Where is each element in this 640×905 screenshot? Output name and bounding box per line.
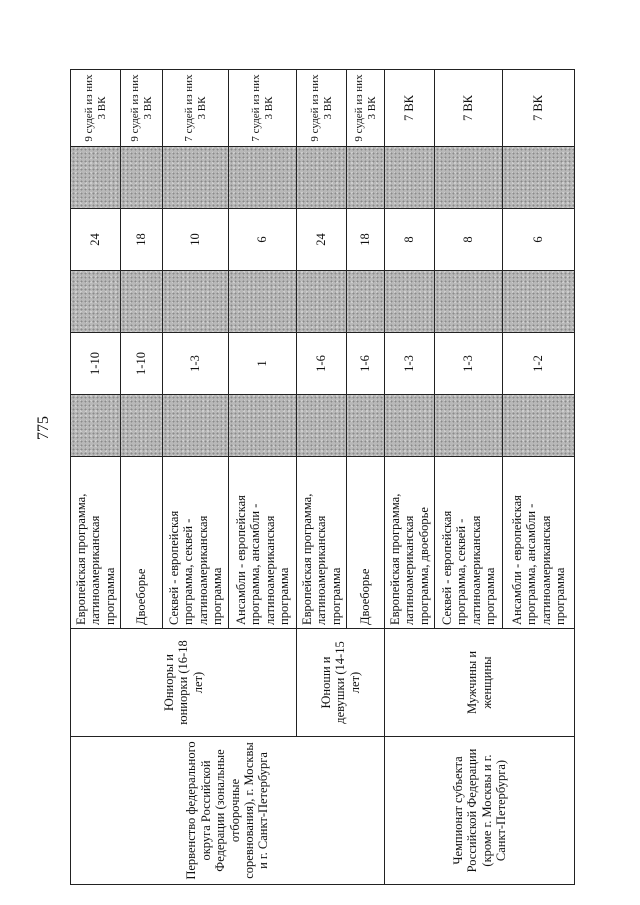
program-cell: Двоеборье bbox=[121, 457, 163, 629]
shaded-cell bbox=[385, 395, 435, 457]
shaded-cell bbox=[347, 147, 385, 209]
judges-cell: 7 ВК bbox=[503, 70, 575, 147]
count-cell: 10 bbox=[163, 209, 229, 271]
judges-cell: 9 судей из них 3 ВК bbox=[121, 70, 163, 147]
shaded-cell bbox=[163, 395, 229, 457]
judges-cell: 7 судей из них 3 ВК bbox=[229, 70, 297, 147]
age-group-cell: Мужчины и женщины bbox=[385, 629, 575, 737]
table-row bbox=[385, 70, 435, 885]
count-cell: 6 bbox=[229, 209, 297, 271]
places-cell: 1-6 bbox=[347, 333, 385, 395]
places-cell: 1-3 bbox=[163, 333, 229, 395]
count-cell: 6 bbox=[503, 209, 575, 271]
shaded-cell bbox=[435, 395, 503, 457]
shaded-cell bbox=[347, 395, 385, 457]
rotated-table-wrapper bbox=[70, 70, 567, 885]
program-cell: Европейская программа, латиноамериканская программа bbox=[71, 457, 121, 629]
program-cell: Ансамбли - европейская программа, ансамбли - латиноамериканская программа bbox=[503, 457, 575, 629]
places-cell: 1-10 bbox=[71, 333, 121, 395]
program-cell: Европейская программа, латиноамериканская программа bbox=[297, 457, 347, 629]
shaded-cell bbox=[347, 271, 385, 333]
program-cell: Секвей - европейская программа, секвей - латиноамериканская программа bbox=[163, 457, 229, 629]
shaded-cell bbox=[297, 395, 347, 457]
competition-table bbox=[70, 69, 575, 885]
shaded-cell bbox=[385, 271, 435, 333]
count-cell: 24 bbox=[71, 209, 121, 271]
shaded-cell bbox=[121, 395, 163, 457]
shaded-cell bbox=[71, 147, 121, 209]
count-cell: 18 bbox=[121, 209, 163, 271]
program-cell: Секвей - европейская программа, секвей - латиноамериканская программа bbox=[435, 457, 503, 629]
shaded-cell bbox=[229, 147, 297, 209]
shaded-cell bbox=[435, 271, 503, 333]
age-group-cell: Юниоры и юниорки (16-18 лет) bbox=[71, 629, 297, 737]
shaded-cell bbox=[71, 395, 121, 457]
program-cell: Европейская программа, латиноамериканская программа, двоеборье bbox=[385, 457, 435, 629]
competition-cell: Чемпионат субъекта Российской Федерации (кроме г. Москвы и г. Санкт-Петербурга) bbox=[385, 737, 575, 885]
shaded-cell bbox=[503, 147, 575, 209]
judges-cell: 7 ВК bbox=[435, 70, 503, 147]
places-cell: 1-3 bbox=[435, 333, 503, 395]
count-cell: 8 bbox=[385, 209, 435, 271]
page-number: 775 bbox=[35, 416, 52, 440]
shaded-cell bbox=[385, 147, 435, 209]
table-row bbox=[71, 70, 121, 885]
places-cell: 1-3 bbox=[385, 333, 435, 395]
count-cell: 18 bbox=[347, 209, 385, 271]
shaded-cell bbox=[503, 395, 575, 457]
shaded-cell bbox=[163, 147, 229, 209]
shaded-cell bbox=[229, 395, 297, 457]
program-cell: Двоеборье bbox=[347, 457, 385, 629]
count-cell: 8 bbox=[435, 209, 503, 271]
judges-cell: 9 судей из них 3 ВК bbox=[71, 70, 121, 147]
shaded-cell bbox=[229, 271, 297, 333]
shaded-cell bbox=[121, 147, 163, 209]
shaded-cell bbox=[297, 147, 347, 209]
judges-cell: 7 ВК bbox=[385, 70, 435, 147]
competition-cell: Первенство федерального округа Российской Федерации (зональные отборочные соревнования), г. Москвы и г. Санкт-Петербурга bbox=[71, 737, 385, 885]
shaded-cell bbox=[297, 271, 347, 333]
places-cell: 1-2 bbox=[503, 333, 575, 395]
count-cell: 24 bbox=[297, 209, 347, 271]
age-group-cell: Юноши и девушки (14-15 лет) bbox=[297, 629, 385, 737]
places-cell: 1-10 bbox=[121, 333, 163, 395]
places-cell: 1 bbox=[229, 333, 297, 395]
program-cell: Ансамбли - европейская программа, ансамбли - латиноамериканская программа bbox=[229, 457, 297, 629]
shaded-cell bbox=[503, 271, 575, 333]
judges-cell: 7 судей из них 3 ВК bbox=[163, 70, 229, 147]
judges-cell: 9 судей из них 3 ВК bbox=[297, 70, 347, 147]
judges-cell: 9 судей из них 3 ВК bbox=[347, 70, 385, 147]
shaded-cell bbox=[435, 147, 503, 209]
shaded-cell bbox=[163, 271, 229, 333]
shaded-cell bbox=[121, 271, 163, 333]
places-cell: 1-6 bbox=[297, 333, 347, 395]
shaded-cell bbox=[71, 271, 121, 333]
